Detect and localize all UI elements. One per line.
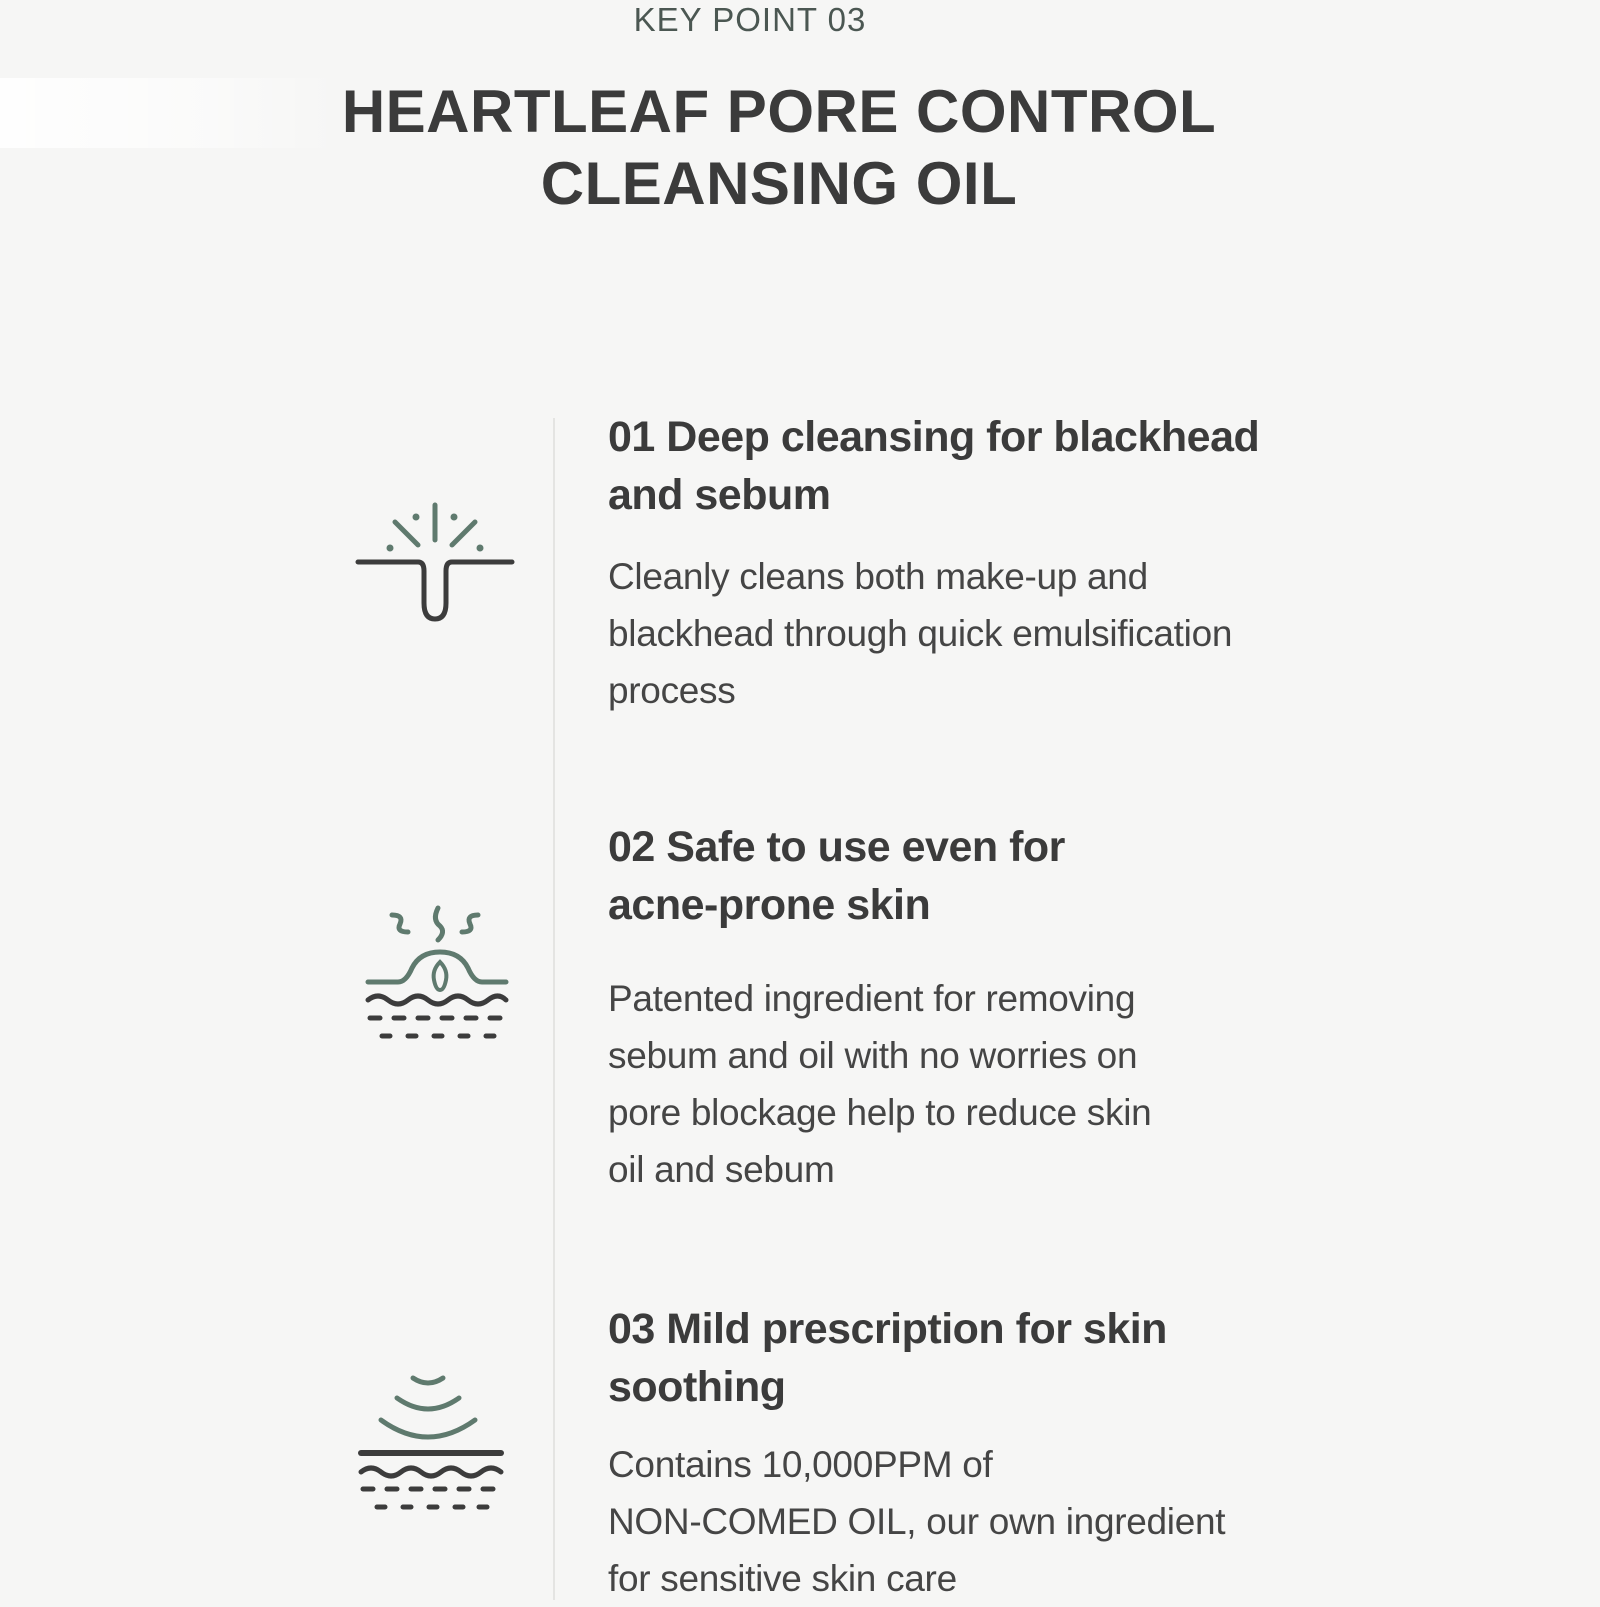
point-2-title — [608, 818, 1288, 934]
point-3-body — [608, 1436, 1288, 1607]
point-1-body-line: Cleanly cleans both make-up and — [608, 556, 1148, 597]
point-1-title — [608, 408, 1288, 524]
point-1-body-line: process — [608, 670, 736, 711]
point-2-title-line-2: acne-prone skin — [608, 881, 931, 929]
key-point-3 — [608, 1300, 1288, 1607]
point-2-body-line: pore blockage help to reduce skin — [608, 1092, 1152, 1133]
point-3-body-line: Contains 10,000PPM of — [608, 1444, 993, 1485]
point-1-body-line: blackhead through quick emulsification — [608, 613, 1233, 654]
point-3-body-line: for sensitive skin care — [608, 1558, 957, 1599]
key-point-1 — [608, 408, 1288, 719]
key-point-2 — [608, 818, 1288, 1198]
point-3-title — [608, 1300, 1288, 1416]
point-1-title-line-1: 01 Deep cleansing for blackhead — [608, 413, 1260, 461]
acne-skin-icon — [360, 900, 520, 1050]
point-2-body-line: Patented ingredient for removing — [608, 978, 1136, 1019]
point-3-body-line: NON-COMED OIL, our own ingredient — [608, 1501, 1226, 1542]
point-2-body-line: sebum and oil with no worries on — [608, 1035, 1138, 1076]
point-1-title-line-2: and sebum — [608, 471, 831, 519]
point-3-title-line-2: soothing — [608, 1363, 786, 1411]
point-2-body — [608, 970, 1288, 1198]
title-line-1: HEARTLEAF PORE CONTROL — [341, 78, 1217, 145]
skin-soothing-icon — [355, 1368, 515, 1518]
point-1-body — [608, 548, 1288, 719]
point-2-body-line: oil and sebum — [608, 1149, 835, 1190]
key-point-label: KEY POINT 03 — [633, 1, 867, 38]
title-line-2: CLEANSING OIL — [540, 150, 1018, 217]
point-3-title-line-1: 03 Mild prescription for skin — [608, 1305, 1167, 1353]
point-2-title-line-1: 02 Safe to use even for — [608, 823, 1065, 871]
page-title — [0, 76, 1558, 220]
pore-cleansing-icon — [350, 495, 520, 635]
vertical-divider — [553, 418, 555, 1600]
